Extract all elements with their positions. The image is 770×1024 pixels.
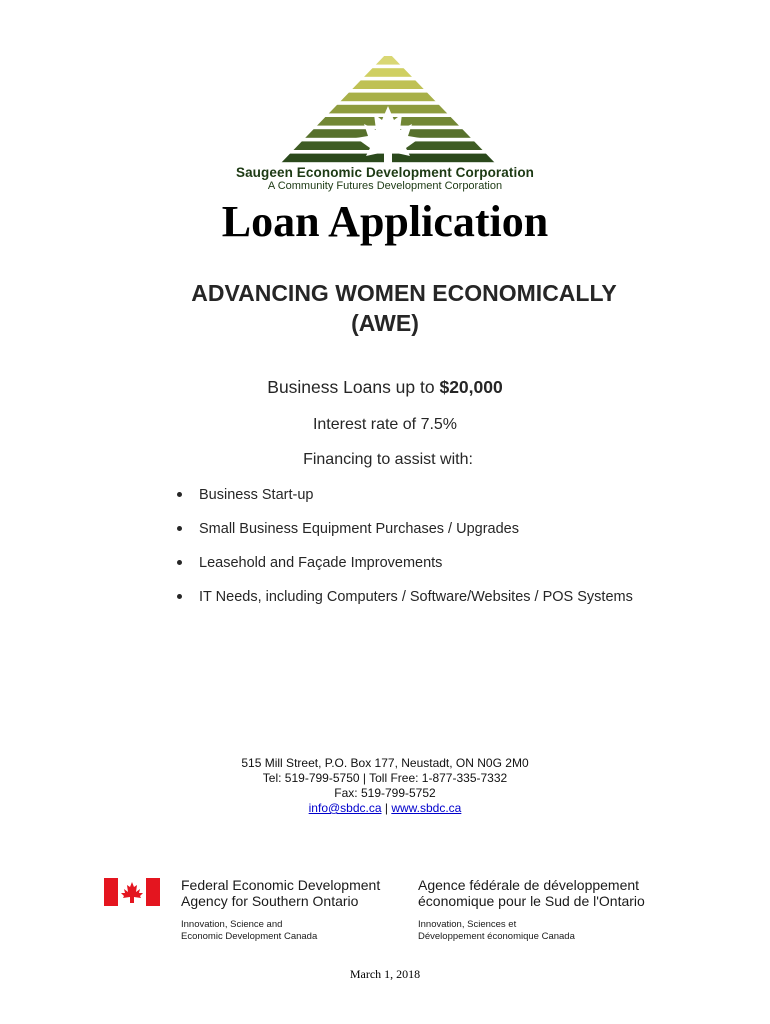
link-separator: | — [381, 801, 392, 815]
dept-name-fr — [418, 919, 575, 943]
agency-name-en-line1: Federal Economic Development — [181, 877, 381, 893]
list-item — [174, 519, 633, 553]
dept-name-fr-line2: Développement économique Canada — [418, 931, 575, 942]
dept-name-en — [181, 919, 317, 943]
agency-name-en-line2: Agency for Southern Ontario — [181, 893, 359, 909]
list-item — [174, 553, 633, 587]
contact-links — [0, 801, 770, 816]
list-item — [174, 485, 633, 519]
list-item-text: Small Business Equipment Purchases / Upgrades — [199, 521, 519, 537]
contact-address: 515 Mill Street, P.O. Box 177, Neustadt, ON N0G 2M0 — [241, 756, 529, 770]
logo-stripe — [278, 56, 498, 65]
program-name: ADVANCING WOMEN ECONOMICALLY — [191, 280, 617, 306]
bullet-icon — [177, 492, 182, 497]
contact-block — [0, 756, 770, 816]
canada-flag-icon — [104, 878, 160, 906]
list-item-text: IT Needs, including Computers / Software/Websites / POS Systems — [199, 589, 633, 605]
dept-name-fr-line1: Innovation, Sciences et — [418, 919, 517, 930]
contact-phone: Tel: 519-799-5750 | Toll Free: 1-877-335-7332 — [262, 771, 508, 785]
list-item-text: Business Start-up — [199, 487, 314, 503]
bullet-icon — [177, 594, 182, 599]
financing-list — [174, 485, 633, 621]
loan-amount-value: $20,000 — [439, 377, 503, 397]
loan-amount-line — [0, 377, 770, 398]
agency-name-fr-line2: économique pour le Sud de l'Ontario — [418, 893, 645, 909]
dept-name-en-line2: Economic Development Canada — [181, 931, 318, 942]
program-acronym: (AWE) — [351, 310, 419, 336]
document-date: March 1, 2018 — [349, 967, 421, 981]
page-title: Loan Application — [221, 197, 549, 246]
logo-stripe — [278, 68, 498, 77]
org-name: Saugeen Economic Development Corporation — [235, 165, 535, 180]
org-tagline: A Community Futures Development Corporation — [267, 180, 503, 192]
sedc-logo — [278, 48, 498, 168]
bullet-icon — [177, 560, 182, 565]
list-item — [174, 587, 633, 621]
loan-amount-prefix: Business Loans up to — [267, 377, 440, 397]
agency-name-fr-line1: Agence fédérale de développement — [418, 877, 640, 893]
dept-name-en-line1: Innovation, Science and — [181, 919, 283, 930]
email-link[interactable]: info@sbdc.ca — [308, 801, 382, 815]
agency-name-fr — [418, 877, 645, 909]
contact-fax: Fax: 519-799-5752 — [334, 786, 436, 800]
logo-stripe — [278, 80, 498, 89]
list-item-text: Leasehold and Façade Improvements — [199, 555, 443, 571]
agency-name-en — [181, 877, 380, 909]
website-link[interactable]: www.sbdc.ca — [391, 801, 462, 815]
bullet-icon — [177, 526, 182, 531]
interest-rate: Interest rate of 7.5% — [312, 416, 458, 433]
financing-heading: Financing to assist with: — [303, 451, 473, 468]
logo-stripe — [278, 93, 498, 102]
